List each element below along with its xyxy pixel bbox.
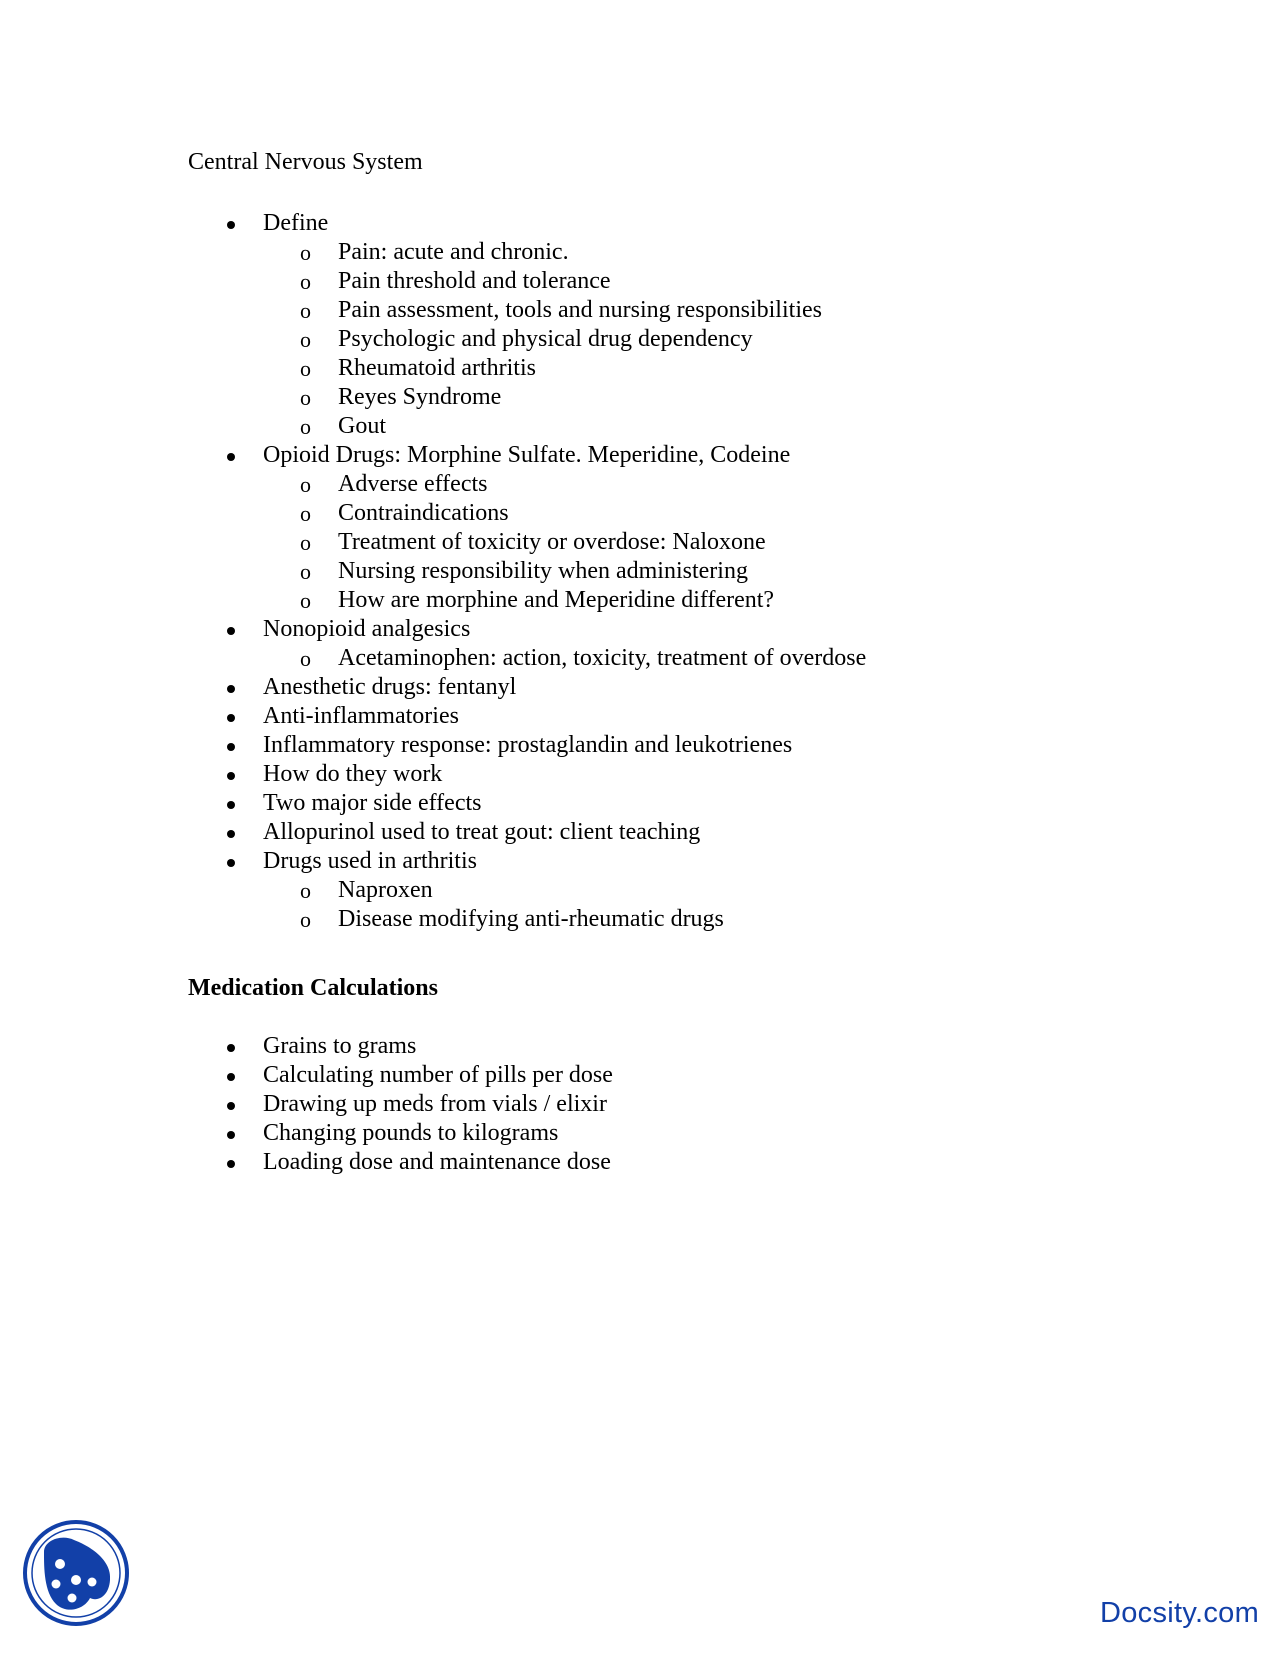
list-item: Grains to grams [0,1032,613,1061]
sub-list-item: o Treatment of toxicity or overdose: Naloxone [0,528,866,557]
list-item: Anti-inflammatories [0,702,866,731]
page-title: Central Nervous System [188,149,423,175]
list-item: Changing pounds to kilograms [0,1119,613,1148]
list-item: How do they work [0,760,866,789]
list-item: Nonopioid analgesics [0,615,866,644]
sub-list-item: o Reyes Syndrome [0,383,866,412]
sub-list-item: o Disease modifying anti-rheumatic drugs [0,905,866,934]
sub-list-item: o Nursing responsibility when administering [0,557,866,586]
list-item: Calculating number of pills per dose [0,1061,613,1090]
list-item: Two major side effects [0,789,866,818]
sub-list-item: o Psychologic and physical drug dependency [0,325,866,354]
list-item: Drugs used in arthritis [0,847,866,876]
list-item: Anesthetic drugs: fentanyl [0,673,866,702]
sub-list-item: o Gout [0,412,866,441]
sub-list-item: o Contraindications [0,499,866,528]
list-item: Opioid Drugs: Morphine Sulfate. Meperidine, Codeine [0,441,866,470]
sub-list-item: o Adverse effects [0,470,866,499]
docsity-logo-icon [22,1518,130,1628]
list-item: Inflammatory response: prostaglandin and leukotrienes [0,731,866,760]
docsity-brand-text[interactable]: Docsity.com [1100,1597,1260,1629]
sub-list-item: o Naproxen [0,876,866,905]
list-item: Drawing up meds from vials / elixir [0,1090,613,1119]
sub-list-item: o Acetaminophen: action, toxicity, treatment of overdose [0,644,866,673]
list-item: Loading dose and maintenance dose [0,1148,613,1177]
sub-list-item: o Pain: acute and chronic. [0,238,866,267]
cns-topic-list [0,209,866,934]
sub-list-item: o Pain threshold and tolerance [0,267,866,296]
list-item: Allopurinol used to treat gout: client teaching [0,818,866,847]
section-heading-medication-calculations: Medication Calculations [188,975,438,1001]
sub-list-item: o How are morphine and Meperidine different? [0,586,866,615]
sub-list-item: o Rheumatoid arthritis [0,354,866,383]
calculation-topic-list [0,1032,613,1177]
list-item: Define [0,209,866,238]
sub-list-item: o Pain assessment, tools and nursing responsibilities [0,296,866,325]
